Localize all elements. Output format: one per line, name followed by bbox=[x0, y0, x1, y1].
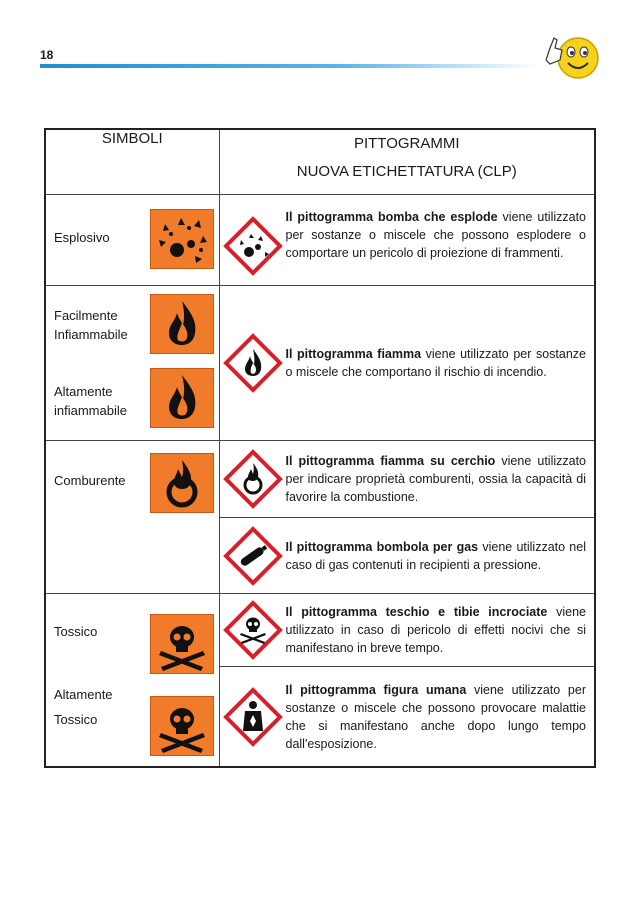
pictogram-cell-tossico bbox=[219, 594, 595, 768]
desc-gas: Il pittogramma bombola per gas viene utilizzato nel caso di gas contenuti in recipienti a pressione. bbox=[285, 539, 586, 572]
desc-infiammabile: Il pittogramma fiamma viene utilizzato per sostanze o miscele che comportano il rischio di incendio. bbox=[285, 347, 586, 379]
exploding-bomb-icon bbox=[223, 216, 283, 276]
symbol-cell-infiammabile bbox=[45, 286, 219, 441]
page-number: 18 bbox=[40, 48, 54, 62]
desc-tossico: Il pittogramma teschio e tibie incrociate viene utilizzato in caso di pericolo di effetti nocivi che si manifestano in breve tempo. bbox=[285, 605, 586, 655]
col-header-simboli: SIMBOLI bbox=[45, 129, 219, 195]
skull-crossbones-icon bbox=[223, 600, 283, 660]
toxic-symbol-icon bbox=[150, 614, 214, 674]
label-altamente-tossico: Altamente Tossico bbox=[54, 687, 113, 727]
symbol-cell-comburente bbox=[45, 441, 219, 594]
label-facilmente-infiammabile: Facilmente Infiammabile bbox=[54, 308, 128, 342]
toxic-symbol-icon-2 bbox=[150, 696, 214, 756]
flame-icon bbox=[223, 333, 283, 393]
gas-cylinder-icon bbox=[223, 526, 283, 586]
label-esplosivo: Esplosivo bbox=[54, 230, 110, 245]
health-hazard-icon bbox=[223, 687, 283, 747]
symbol-cell-esplosivo bbox=[45, 195, 219, 286]
hazard-symbols-table bbox=[44, 128, 596, 768]
label-tossico: Tossico bbox=[54, 624, 98, 639]
explosive-symbol-icon bbox=[150, 209, 214, 269]
flammable-symbol-icon bbox=[150, 294, 214, 354]
oxidizing-symbol-icon bbox=[150, 453, 214, 513]
label-altamente-infiammabile: Altamente infiammabile bbox=[54, 384, 127, 418]
desc-comburente: Il pittogramma fiamma su cerchio viene utilizzato per indicare proprietà comburenti, ossia la capacità di favorire la combustione. bbox=[285, 454, 586, 504]
flame-over-circle-icon bbox=[223, 449, 283, 509]
symbol-cell-tossico bbox=[45, 594, 219, 768]
header-bar bbox=[40, 64, 540, 68]
pictogram-cell-comburente bbox=[219, 441, 595, 594]
col-header-pittogrammi: PITTOGRAMMI NUOVA ETICHETTATURA (CLP) bbox=[219, 129, 595, 195]
desc-esplosivo: Il pittogramma bomba che esplode viene utilizzato per sostanze o miscele che possono esplodere o comportare un pericolo di proiezione di frammenti. bbox=[285, 210, 586, 260]
smiley-thumbs-up-icon bbox=[540, 30, 602, 82]
flammable-symbol-icon-2 bbox=[150, 368, 214, 428]
desc-salute: Il pittogramma figura umana viene utilizzato per sostanze o miscele che possono provocare malattie che si manifestano anche dopo lungo tempo dall'esposizione. bbox=[285, 682, 586, 751]
pictogram-cell-esplosivo bbox=[219, 195, 595, 286]
pictogram-cell-infiammabile bbox=[219, 286, 595, 441]
label-comburente: Comburente bbox=[54, 473, 126, 488]
